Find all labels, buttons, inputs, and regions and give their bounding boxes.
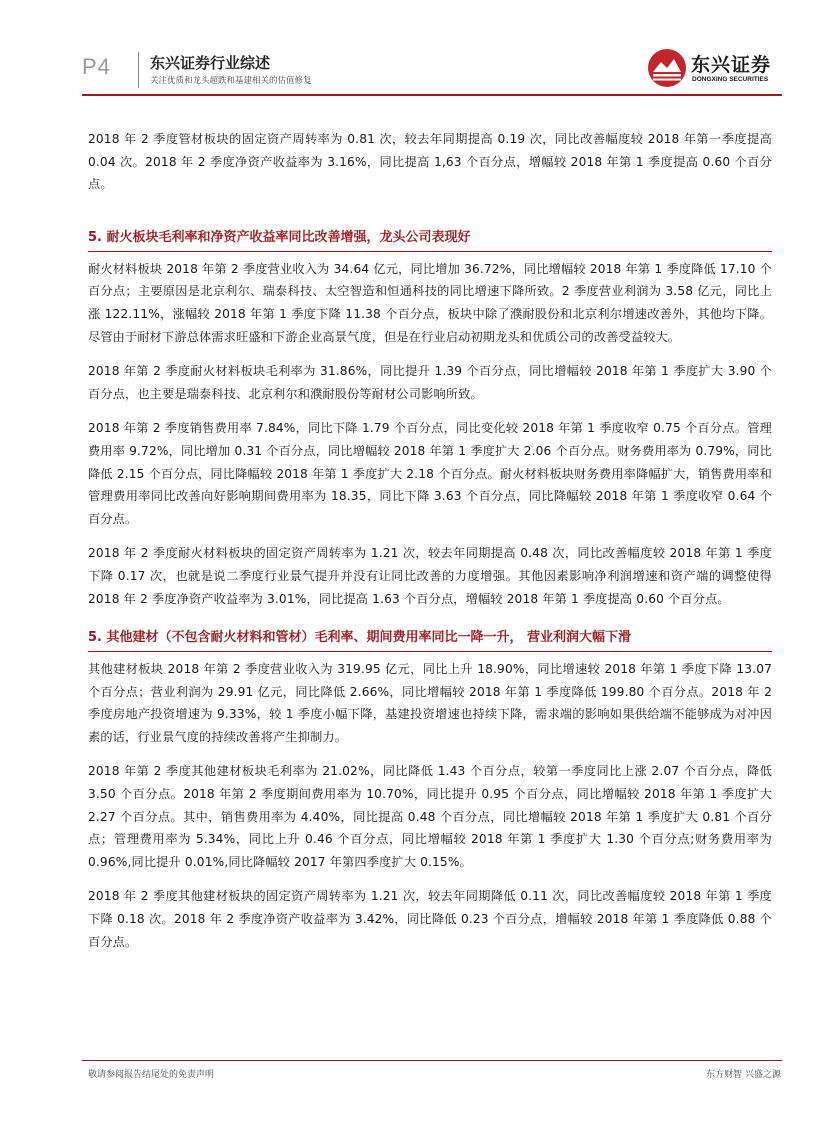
paragraph-other-margin: 2018 年第 2 季度其他建材板块毛利率为 21.02%，同比降低 1.43 个百分点，较第一季度同比上涨 2.07 个百分点，降低 3.50 个百分点。2018 年第 2 季度期间费用率为 10.70%，同比提升 0.95 个百分点，同比增幅较 2018 年第 1 季度扩大 2.27 个百分点。其中，销售费用率为 4.40%，同比提高 0.48 个百分点，同比增幅较 2018 年第 1 季度扩大 0.81 个百分点；管理费用率为 5.34%，同比上升 0.46 个百分点，同比增幅较 2018 年第 1 季度扩大 1.30 个百分点;财务费用率为 0.96%,同比提升 0.01%,同比降幅较 2017 年第四季度扩大 0.15%。 [88,764,772,869]
header-rule [82,94,782,96]
header-divider [138,52,139,88]
page-header [82,46,782,92]
report-title: 东兴证券行业综述 [150,54,271,72]
footer-rule [82,1060,782,1061]
paragraph-other-turnover: 2018 年 2 季度其他建材板块的固定资产周转率为 1.21 次，较去年同期降低 0.11 次，同比改善幅度较 2018 年第 1 季度下降 0.18 次。2018 年 2 季度净资产收益率为 3.42%，同比降低 0.23 个百分点，增幅较 2018 年第 1 季度降低 0.88 个百分点。 [88,889,772,949]
section-heading-other-materials: 5. 其他建材（不包含耐火材料和管材）毛利率、期间费用率同比一降一升， 营业利润大幅下滑 [88,622,772,652]
report-subtitle: 关注优质和龙头超跌和基建相关的估值修复 [150,76,312,86]
paragraph-refractory-margin: 2018 年第 2 季度耐火材料板块毛利率为 31.86%，同比提升 1.39 个百分点，同比增幅较 2018 年第 1 季度扩大 3.90 个百分点，也主要是瑞泰科技、北京利尔和濮耐股份等耐材公司影响所致。 [88,364,772,401]
footer-disclaimer: 敬请参阅报告结尾处的免责声明 [88,1070,215,1080]
logo-text-en: DONGXING SECURITIES [692,76,769,83]
footer-slogan: 东方财智 兴盛之源 [706,1070,781,1080]
paragraph-refractory-turnover: 2018 年 2 季度耐火材料板块的固定资产周转率为 1.21 次，较去年同期提高 0.48 次，同比改善幅度较 2018 年第 1 季度下降 0.17 次，也就是说二季度行业景气提升并没有让同比改善的力度增强。其他因素影响净利润增速和资产端的调整使得 2018 年 2 季度净资产收益率为 3.01%，同比提高 1.63 个百分点，增幅较 2018 年第 1 季度提高 0.60 个百分点。 [88,546,772,606]
report-body [88,128,772,965]
logo-mark-icon [647,48,687,88]
paragraph-other-revenue: 其他建材板块 2018 年第 2 季度营业收入为 319.95 亿元，同比上升 18.90%，同比增速较 2018 年第 1 季度下降 13.07 个百分点；营业利润为 29.91 亿元，同比降低 2.66%，同比增幅较 2018 年第 1 季度降低 199.80 个百分点。2018 年 2 季度房地产投资增速为 9.33%，较 1 季度小幅下降，基建投资增速也持续下降，需求端的影响如果供给端不能够成为对冲因素的话，行业景气度的持续改善将产生抑制力。 [88,662,772,744]
company-logo [647,46,782,90]
paragraph-refractory-expenses: 2018 年第 2 季度销售费用率 7.84%，同比下降 1.79 个百分点，同比变化较 2018 年第 1 季度收窄 0.75 个百分点。管理费用率 9.72%，同比增加 0.31 个百分点，同比增幅较 2018 年第 1 季度扩大 2.06 个百分点。财务费用率为 0.79%，同比降低 2.15 个百分点，同比降幅较 2018 年第 1 季度扩大 2.18 个百分点。耐火材料板块财务费用率降幅扩大，销售费用率和管理费用率同比改善向好影响期间费用率为 18.35，同比下降 3.63 个百分点，同比降幅较 2018 年第 1 季度收窄 0.64 个百分点。 [88,421,772,526]
logo-text-cn: 东兴证券 [691,54,772,76]
paragraph-pipe-turnover: 2018 年 2 季度管材板块的固定资产周转率为 0.81 次，较去年同期提高 0.19 次，同比改善幅度较 2018 年第一季度提高 0.04 次。2018 年 2 季度净资产收益率为 3.16%，同比提高 1,63 个百分点，增幅较 2018 年第 1 季度提高 0.60 个百分点。 [88,132,772,192]
section-heading-refractory: 5. 耐火板块毛利率和净资产收益率同比改善增强，龙头公司表现好 [88,222,772,252]
page-number: P4 [82,54,111,79]
paragraph-refractory-revenue: 耐火材料板块 2018 年第 2 季度营业收入为 34.64 亿元，同比增加 36.72%，同比增幅较 2018 年第 1 季度降低 17.10 个百分点；主要原因是北京利尔、瑞泰科技、太空智造和恒通科技的同比增速下降所致。2 季度营业利润为 3.58 亿元，同比上涨 122.11%，涨幅较 2018 年第 1 季度下降 11.38 个百分点，板块中除了濮耐股份和北京利尔增速改善外，其他均下降。尽管由于耐材下游总体需求旺盛和下游企业高景气度，但是在行业启动初期龙头和优质公司的改善受益较大。 [88,261,772,344]
